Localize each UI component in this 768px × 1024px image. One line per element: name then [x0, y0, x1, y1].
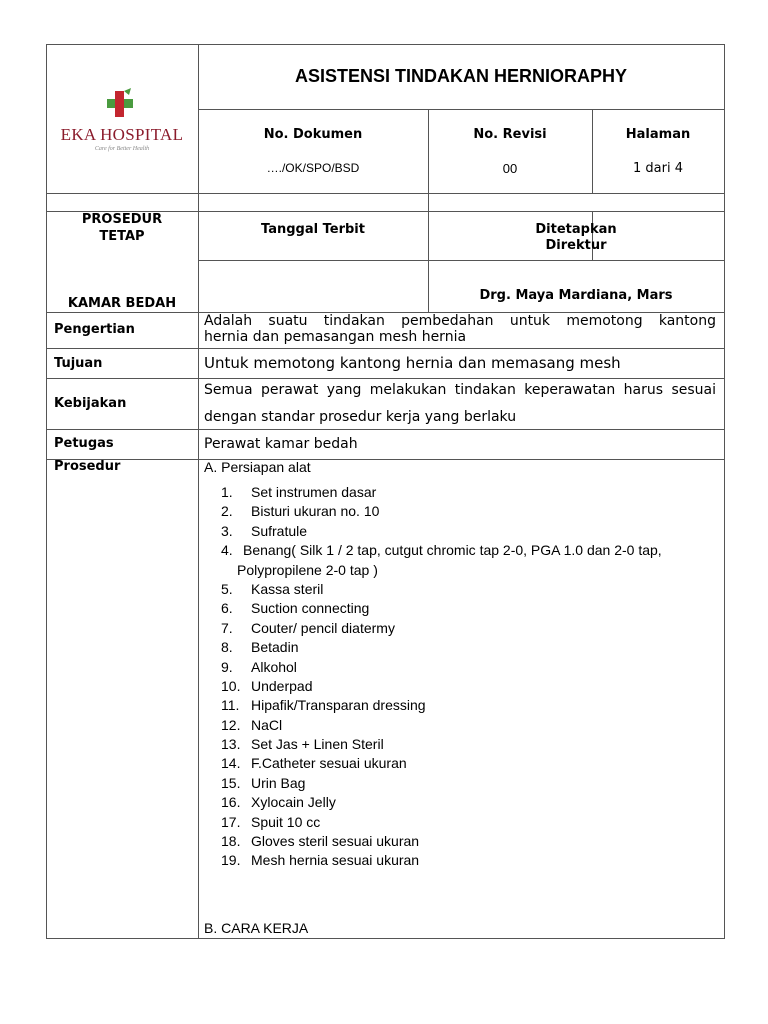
list-item-text: NaCl [251, 716, 283, 733]
divider [46, 193, 724, 194]
list-item-text-continued: Polypropilene 2-0 tap ) [237, 561, 378, 578]
list-item-number: 15. [221, 774, 241, 791]
prosedur-subheading-b: B. CARA KERJA [204, 920, 309, 936]
list-item [221, 851, 721, 870]
list-item-number: 10. [221, 677, 241, 694]
section-label-kebijakan: Kebijakan [54, 396, 127, 411]
divider [46, 348, 724, 349]
pengertian-line1: Adalah suatu tindakan pembedahan untuk memotong kantong [204, 313, 716, 329]
list-item-number: 9. [221, 658, 233, 675]
section-label-pengertian: Pengertian [54, 322, 135, 337]
list-item-text: Benang( Silk 1 / 2 tap, cutgut chromic tap 2-0, PGA 1.0 dan 2-0 tap, [243, 542, 662, 559]
divider [198, 260, 724, 261]
list-item [221, 774, 721, 793]
procedure-type-line1: PROSEDUR [81, 212, 163, 227]
list-item-number: 1. [221, 484, 233, 500]
table-border-bottom [46, 938, 724, 939]
list-item-text: Set instrumen dasar [251, 484, 377, 500]
list-item [221, 813, 721, 832]
equipment-list [221, 483, 721, 871]
table-column-divider [198, 44, 199, 939]
list-item-number: 11. [221, 697, 240, 714]
list-item [221, 599, 721, 618]
revision-label: No. Revisi [473, 127, 547, 142]
divider [46, 429, 724, 430]
list-item-text: Sufratule [251, 522, 308, 539]
list-item [221, 638, 721, 657]
table-border-left [46, 44, 47, 939]
list-item-text: Betadin [251, 639, 299, 656]
list-item-text: Alkohol [251, 658, 297, 675]
list-item-text: Xylocain Jelly [251, 794, 336, 811]
list-item-number: 3. [221, 522, 233, 539]
list-item-number: 14. [221, 755, 241, 772]
list-item [221, 793, 721, 812]
list-item-number: 2. [221, 503, 233, 520]
list-item [221, 522, 721, 541]
list-item-text: Kassa steril [251, 580, 324, 597]
section-label-tujuan: Tujuan [54, 356, 103, 371]
list-item-number: 19. [221, 852, 241, 869]
list-item-text: Spuit 10 cc [251, 813, 321, 830]
list-item [221, 541, 721, 580]
page-label: Halaman [625, 127, 691, 142]
issue-date-label: Tanggal Terbit [261, 222, 365, 237]
page-value: 1 dari 4 [633, 161, 683, 176]
table-border-top [46, 44, 724, 45]
approver-name: Drg. Maya Mardiana, Mars [479, 288, 673, 303]
list-item-text: Mesh hernia sesuai ukuran [251, 852, 420, 869]
table-border-right [724, 44, 725, 939]
section-label-petugas: Petugas [54, 436, 114, 451]
divider [46, 378, 724, 379]
list-item-number: 8. [221, 639, 233, 656]
divider [592, 109, 593, 193]
list-item [221, 483, 721, 502]
pengertian-line2: hernia dan pemasangan mesh hernia [204, 329, 467, 345]
approved-label-line2: Direktur [545, 238, 607, 253]
unit-name: KAMAR BEDAH [67, 296, 177, 311]
medical-cross-icon [104, 88, 136, 120]
list-item-number: 4. [221, 542, 233, 559]
revision-value: 00 [502, 161, 518, 176]
list-item [221, 677, 721, 696]
logo-tagline: Care for Better Health [94, 146, 150, 152]
doc-number-label: No. Dokumen [263, 127, 363, 142]
list-item-number: 12. [221, 716, 241, 733]
list-item [221, 580, 721, 599]
list-item [221, 658, 721, 677]
list-item-number: 16. [221, 794, 241, 811]
list-item-text: Bisturi ukuran no. 10 [251, 503, 380, 520]
list-item [221, 619, 721, 638]
list-item-text: Underpad [251, 677, 313, 694]
list-item-number: 13. [221, 736, 241, 753]
list-item-number: 5. [221, 580, 233, 597]
list-item-number: 6. [221, 600, 233, 617]
list-item-number: 18. [221, 833, 241, 850]
list-item [221, 502, 721, 521]
list-item [221, 754, 721, 773]
list-item-text: Set Jas + Linen Steril [251, 736, 384, 753]
kebijakan-line1: Semua perawat yang melakukan tindakan keperawatan harus sesuai [204, 382, 716, 398]
list-item-text: Urin Bag [251, 774, 306, 791]
doc-number-value: …./OK/SPO/BSD [266, 161, 360, 175]
divider [198, 109, 724, 110]
prosedur-subheading-a: A. Persiapan alat [204, 459, 311, 475]
document-title: ASISTENSI TINDAKAN HERNIORAPHY [294, 66, 628, 86]
kebijakan-line2: dengan standar prosedur kerja yang berlaku [204, 409, 517, 425]
list-item [221, 832, 721, 851]
petugas-text: Perawat kamar bedah [204, 436, 358, 452]
list-item-text: Couter/ pencil diatermy [251, 619, 395, 636]
list-item [221, 696, 721, 715]
list-item-number: 17. [221, 813, 241, 830]
list-item [221, 735, 721, 754]
list-item [221, 716, 721, 735]
section-label-prosedur: Prosedur [54, 459, 121, 474]
tujuan-text: Untuk memotong kantong hernia dan memasang mesh [204, 354, 621, 372]
list-item-number: 7. [221, 619, 233, 636]
list-item-text: F.Catheter sesuai ukuran [251, 755, 407, 772]
procedure-type-line2: TETAP [99, 229, 145, 244]
list-item-text: Suction connecting [251, 600, 370, 617]
logo-wordmark: EKA HOSPITAL [60, 125, 184, 144]
hospital-logo [56, 82, 188, 164]
list-item-text: Gloves steril sesuai ukuran [251, 833, 420, 850]
divider [46, 459, 724, 460]
approved-label-line1: Ditetapkan [535, 222, 617, 237]
list-item-text: Hipafik/Transparan dressing [251, 697, 426, 714]
